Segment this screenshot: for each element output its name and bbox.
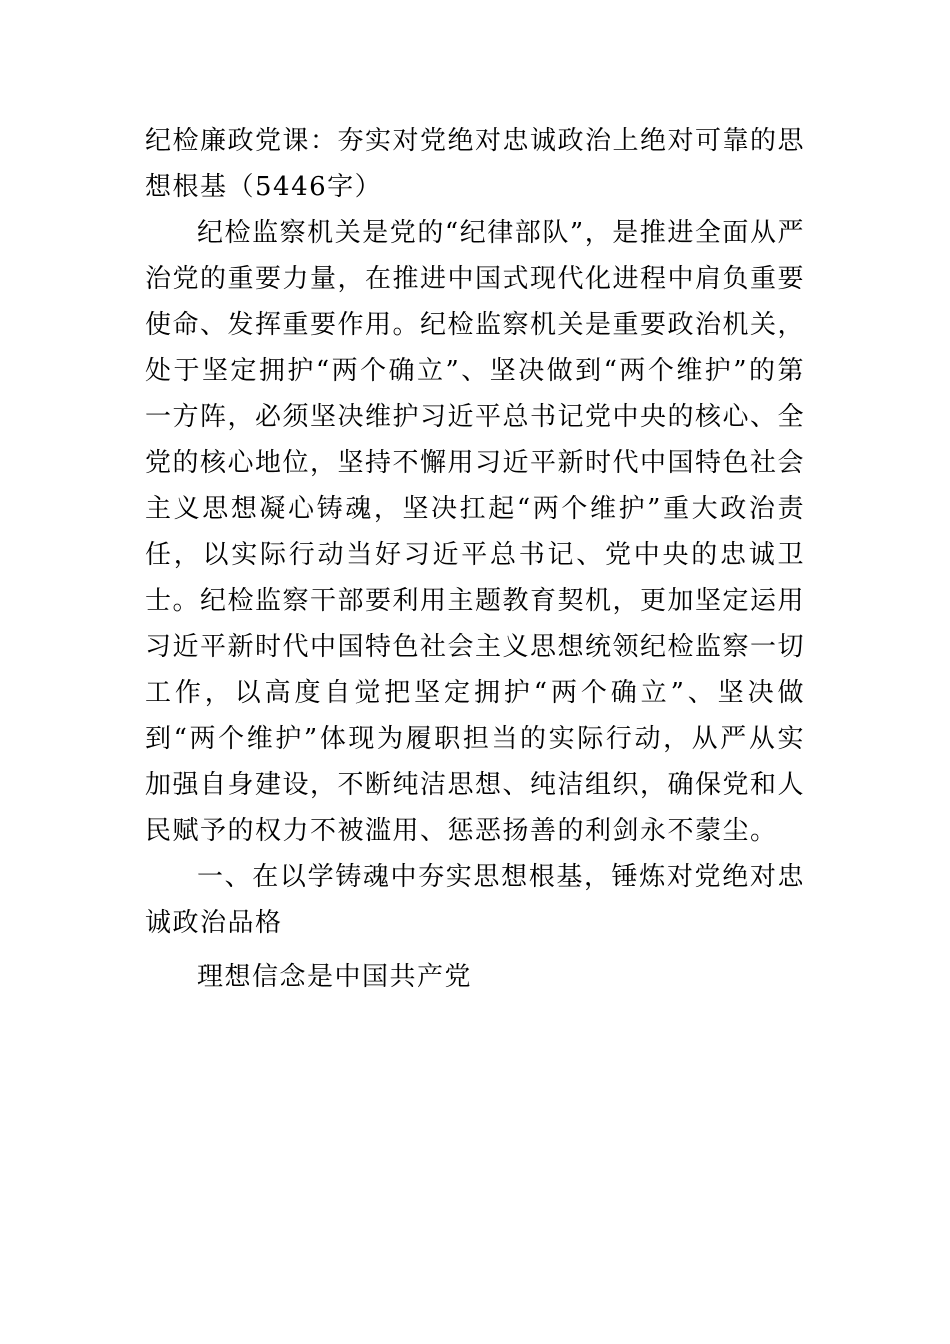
document-body xyxy=(145,118,805,1000)
document-title: 纪检廉政党课：夯实对党绝对忠诚政治上绝对可靠的思想根基（5446字） xyxy=(145,126,806,202)
body-paragraph: 理想信念是中国共产党 xyxy=(197,962,473,992)
body-paragraph: 纪检监察机关是党的“纪律部队”，是推进全面从严治党的重要力量，在推进中国式现代化进程中肩负重要使命、发挥重要作用。纪检监察机关是重要政治机关，处于坚定拥护“两个确立”、坚决做到“两个维护”的第一方阵，必须坚决维护习近平总书记党中央的核心、全党的核心地位，坚持不懈用习近平新时代中国特色社会主义思想凝心铸魂，坚决扛起“两个维护”重大政治责任，以实际行动当好习近平总书记、党中央的忠诚卫士。纪检监察干部要利用主题教育契机，更加坚定运用习近平新时代中国特色社会主义思想统领纪检监察一切工作，以高度自觉把坚定拥护“两个确立”、坚决做到“两个维护”体现为履职担当的实际行动，从严从实加强自身建设，不断纯洁思想、纯洁组织，确保党和人民赋予的权力不被滥用、惩恶扬善的利剑永不蒙尘。 xyxy=(145,218,806,846)
section-heading: 一、在以学铸魂中夯实思想根基，锤炼对党绝对忠诚政治品格 xyxy=(145,862,805,938)
